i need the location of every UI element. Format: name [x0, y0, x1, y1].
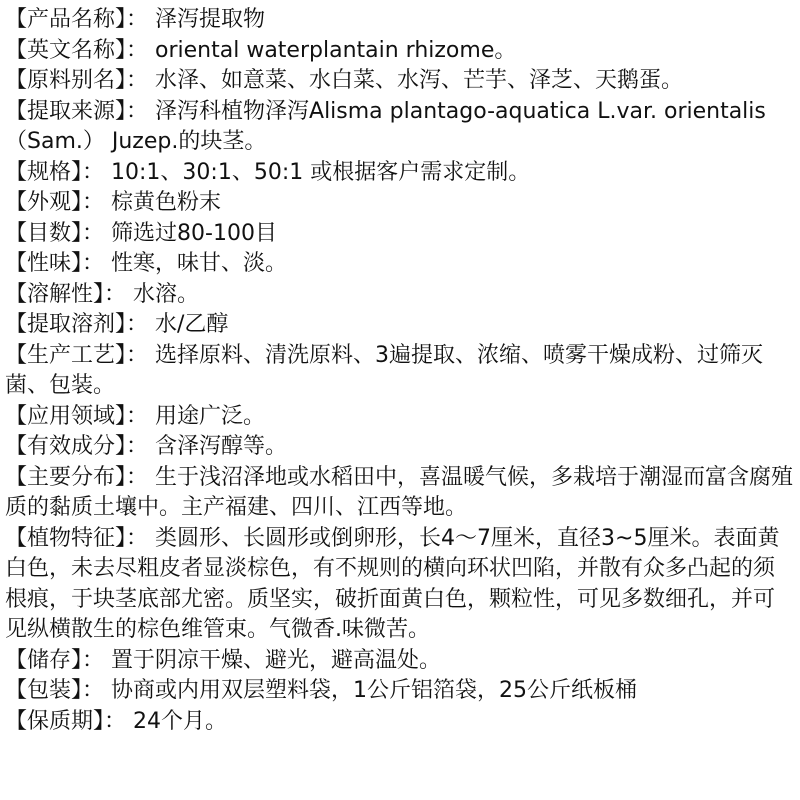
field-value: 筛选过80-100目	[111, 220, 277, 246]
field-value: 10:1、30:1、50:1 或根据客户需求定制。	[111, 159, 531, 185]
field-separator: ：	[126, 7, 156, 32]
field-separator: ：	[126, 464, 156, 490]
field-extraction-source	[5, 97, 795, 158]
field-key: 【产品名称】	[5, 7, 127, 32]
field-separator: ：	[126, 342, 156, 368]
field-value: 选择原料、清洗原料、3遍提取、浓缩、喷雾干燥成粉、过筛灭菌、包装。	[5, 342, 764, 398]
field-key: 【提取溶剂】	[5, 312, 127, 337]
product-spec-sheet	[5, 5, 795, 737]
field-appearance	[5, 188, 795, 219]
field-mesh	[5, 219, 795, 250]
field-value: 水泽、如意菜、水白菜、水泻、芒芋、泽芝、天鹅蛋。	[155, 68, 684, 93]
field-value: oriental waterplantain rhizome。	[155, 37, 517, 63]
field-process	[5, 341, 795, 402]
field-key: 【应用领域】	[5, 403, 127, 429]
field-shelf-life	[5, 707, 795, 738]
field-separator: ：	[82, 190, 112, 215]
field-application	[5, 402, 795, 433]
field-active-ingredients	[5, 432, 795, 463]
field-aliases	[5, 66, 795, 97]
field-separator: ：	[82, 251, 112, 276]
field-key: 【目数】	[5, 220, 83, 246]
field-value: 置于阴凉干燥、避光，避高温处。	[111, 647, 442, 673]
field-separator: ：	[82, 220, 112, 246]
field-key: 【生产工艺】	[5, 342, 127, 368]
field-separator: ：	[126, 37, 156, 63]
field-value: 协商或内用双层塑料袋，1公斤铝箔袋，25公斤纸板桶	[111, 678, 638, 703]
field-separator: ：	[126, 312, 156, 337]
field-key: 【溶解性】	[5, 281, 105, 307]
field-product-name	[5, 5, 795, 36]
field-value: 泽泻提取物	[155, 7, 266, 32]
field-separator: ：	[82, 159, 112, 185]
field-key: 【性味】	[5, 251, 83, 276]
field-separator: ：	[126, 434, 156, 459]
field-key: 【保质期】	[5, 708, 105, 734]
field-solubility	[5, 280, 795, 311]
field-key: 【包装】	[5, 678, 83, 703]
field-key: 【规格】	[5, 159, 83, 185]
field-separator: ：	[104, 281, 134, 307]
field-separator: ：	[126, 98, 156, 124]
field-value: 棕黄色粉末	[111, 190, 222, 215]
field-value: 性寒，味甘、淡。	[111, 251, 288, 276]
field-separator: ：	[126, 525, 156, 551]
field-storage	[5, 646, 795, 677]
field-key: 【主要分布】	[5, 464, 127, 490]
field-plant-features	[5, 524, 795, 646]
field-key: 【储存】	[5, 647, 83, 673]
field-value: 生于浅沼泽地或水稻田中，喜温暖气候，多栽培于潮湿而富含腐殖质的黏质土壤中。主产福建、四川、江西等地。	[5, 464, 794, 520]
field-separator: ：	[82, 678, 112, 703]
field-key: 【提取来源】	[5, 98, 127, 124]
field-english-name	[5, 36, 795, 67]
field-key: 【英文名称】	[5, 37, 127, 63]
field-taste	[5, 249, 795, 280]
field-value: 泽泻科植物泽泻Alisma plantago-aquatica L.var. orientalis（Sam.） Juzep.的块茎。	[5, 98, 766, 154]
field-key: 【有效成分】	[5, 434, 127, 459]
field-key: 【植物特征】	[5, 525, 127, 551]
field-packaging	[5, 676, 795, 707]
field-separator: ：	[126, 403, 156, 429]
field-separator: ：	[82, 647, 112, 673]
field-value: 用途广泛。	[155, 403, 266, 429]
field-separator: ：	[104, 708, 134, 734]
field-value: 含泽泻醇等。	[155, 434, 288, 459]
field-solvent	[5, 310, 795, 341]
field-separator: ：	[126, 68, 156, 93]
field-value: 类圆形、长圆形或倒卵形，长4～7厘米，直径3~5厘米。表面黄白色，未去尽粗皮者显淡棕色，有不规则的横向环状凹陷，并散有众多凸起的须根痕，于块茎底部尤密。质坚实，破折面黄白色，颗粒性，可见多数细孔，并可见纵横散生的棕色维管束。气微香.味微苦。	[5, 525, 780, 642]
field-distribution	[5, 463, 795, 524]
field-key: 【外观】	[5, 190, 83, 215]
field-value: 24个月。	[133, 708, 228, 734]
field-key: 【原料别名】	[5, 68, 127, 93]
field-value: 水/乙醇	[155, 312, 229, 337]
field-value: 水溶。	[133, 281, 200, 307]
field-specification	[5, 158, 795, 189]
